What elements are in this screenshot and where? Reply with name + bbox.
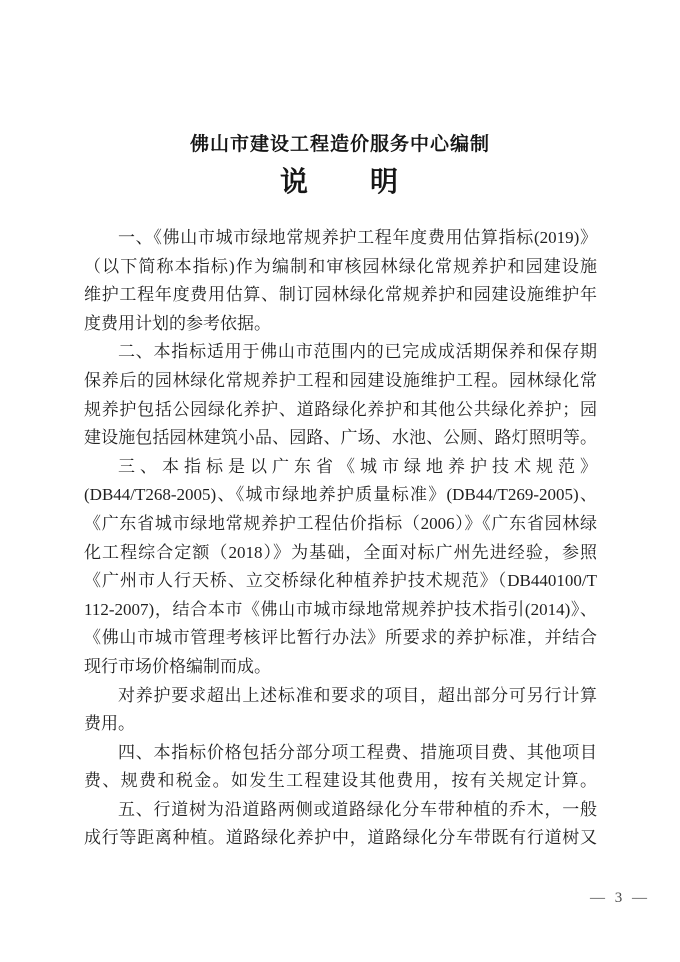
paragraph-2-line-2: 保养后的园林绿化常规养护工程和园建设施维护工程。园林绿化常 <box>84 370 597 390</box>
paragraph-5-line-1: 四、本指标价格包括分部分项工程费、措施项目费、其他项目 <box>118 742 597 762</box>
paragraph-3-line-7: 《佛山市城市管理考核评比暂行办法》所要求的养护标准，并结合 <box>84 628 597 648</box>
paragraph-6-line-1: 五、行道树为沿道路两侧或道路绿化分车带种植的乔木，一般 <box>118 799 597 819</box>
paragraph-3-line-4: 化工程综合定额（2018）》为基础，全面对标广州先进经验，参照 <box>84 542 597 562</box>
paragraph-6-line-2: 成行等距离种植。道路绿化养护中，道路绿化分车带既有行道树又 <box>84 828 597 848</box>
paragraph-1-line-3: 维护工程年度费用估算、制订园林绿化常规养护和园建设施维护年 <box>84 285 597 305</box>
page-number: — 3 — <box>590 890 650 906</box>
document-author-line: 佛山市建设工程造价服务中心编制 <box>189 134 490 155</box>
paragraph-2-line-4: 建设施包括园林建筑小品、园路、广场、水池、公厕、路灯照明等。 <box>84 428 597 448</box>
paragraph-1-line-1: 一、《佛山市城市绿地常规养护工程年度费用估算指标(2019)》 <box>118 228 597 247</box>
paragraph-5-line-2: 费、规费和税金。如发生工程建设其他费用，按有关规定计算。 <box>84 771 597 791</box>
paragraph-4-line-2: 费用。 <box>84 714 135 734</box>
paragraph-3-line-5: 《广州市人行天桥、立交桥绿化种植养护技术规范》（DB440100/T <box>84 571 597 591</box>
paragraph-3-line-2: (DB44/T268-2005)、《城市绿地养护质量标准》(DB44/T269-2005)、 <box>84 485 597 505</box>
paragraph-4-line-1: 对养护要求超出上述标准和要求的项目，超出部分可另行计算 <box>118 685 597 705</box>
document-body <box>84 224 597 853</box>
section-title: 说 明 <box>279 167 400 198</box>
paragraph-3-line-6: 112-2007)，结合本市《佛山市城市绿地常规养护技术指引(2014)》、 <box>84 599 597 619</box>
paragraph-1-line-2: （以下简称本指标)作为编制和审核园林绿化常规养护和园建设施 <box>84 256 597 276</box>
paragraph-3-line-1: 三、本指标是以广东省《城市绿地养护技术规范》 <box>118 456 597 476</box>
paragraph-3-line-8: 现行市场价格编制而成。 <box>84 656 271 676</box>
paragraph-2-line-1: 二、本指标适用于佛山市范围内的已完成成活期保养和保存期 <box>118 342 597 362</box>
paragraph-3-line-3: 《广东省城市绿地常规养护工程估价指标（2006）》《广东省园林绿 <box>84 513 597 533</box>
paragraph-2-line-3: 规养护包括公园绿化养护、道路绿化养护和其他公共绿化养护；园 <box>84 399 597 419</box>
paragraph-1-line-4: 度费用计划的参考依据。 <box>84 313 271 333</box>
